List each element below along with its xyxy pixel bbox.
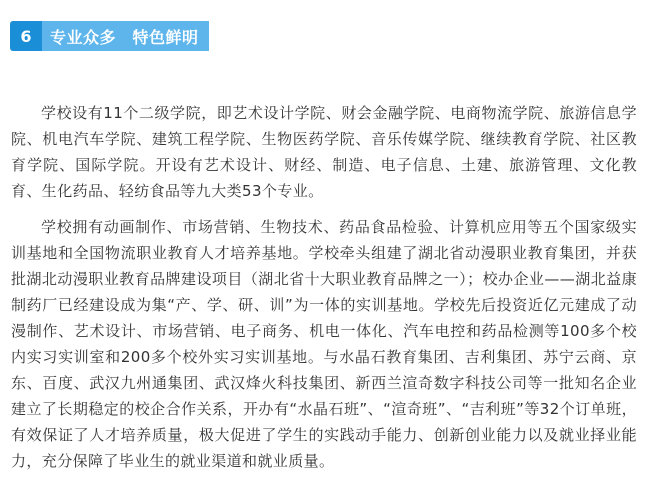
paragraph-colleges: 学校设有11个二级学院，即艺术设计学院、财会金融学院、电商物流学院、旅游信息学院、机电汽车学院、建筑工程学院、生物医药学院、音乐传媒学院、继续教育学院、社区教育学院、国际学院。开设有艺术设计、财经、制造、电子信息、土建、旅游管理、文化教育、生化药品、轻纺食品等九大类53个专业。 (11, 104, 637, 200)
article-body (11, 100, 637, 474)
section-header (10, 21, 209, 51)
paragraph-training-bases: 学校拥有动画制作、市场营销、生物技术、药品食品检验、计算机应用等五个国家级实训基地和全国物流职业教育人才培养基地。学校牵头组建了湖北省动漫职业教育集团，并获批湖北动漫职业教育品牌建设项目（湖北省十大职业教育品牌之一）；校办企业——湖北益康制药厂已经建设成为集“产、学、研、训”为一体的实训基地。学校先后投资近亿元建成了动漫制作、艺术设计、市场营销、电子商务、机电一体化、汽车电控和药品检测等100多个校内实习实训室和200多个校外实习实训基地。与水晶石教育集团、吉利集团、苏宁云商、京东、百度、武汉九州通集团、武汉烽火科技集团、新西兰渲奇数字科技公司等一批知名企业建立了长期稳定的校企合作关系，开办有“水晶石班”、“渲奇班”、“吉利班”等32个订单班，有效保证了人才培养质量，极大促进了学生的实践动手能力、创新创业能力以及就业择业能力，充分保障了毕业生的就业渠道和就业质量。 (11, 218, 637, 470)
section-number-badge: 6 (10, 21, 42, 51)
section-title: 专业众多 特色鲜明 (42, 21, 209, 51)
